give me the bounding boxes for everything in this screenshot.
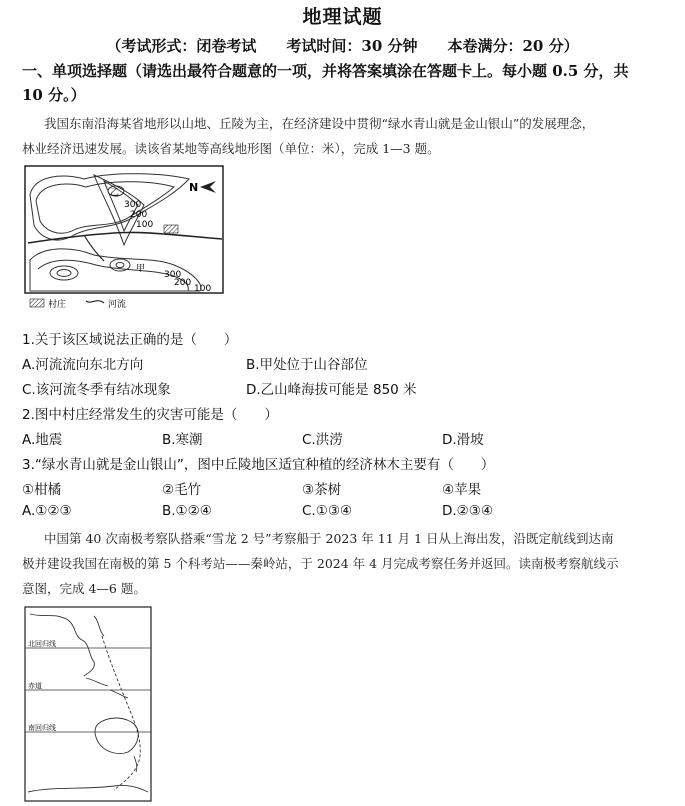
q2-option-d[interactable]: D.滑坡 <box>442 432 484 448</box>
antarctic-route-map <box>24 606 152 802</box>
q2-stem: 2.图中村庄经常发生的灾害可能是（ ） <box>22 407 278 423</box>
q1-option-c[interactable]: C.该河流冬季有结冰现象 <box>22 382 171 398</box>
north-arrow-label: N <box>189 181 199 194</box>
q3-item-2: ②毛竹 <box>162 482 202 498</box>
q2-option-c[interactable]: C.洪涝 <box>302 432 343 448</box>
contour-200-bottom: 200 <box>174 278 192 288</box>
legend-river-icon <box>86 301 104 303</box>
q2-option-a[interactable]: A.地震 <box>22 432 63 448</box>
contour-300-bottom: 300 <box>164 270 182 280</box>
contour-200-top: 200 <box>130 210 148 220</box>
q3-option-b[interactable]: B.①②④ <box>162 503 212 519</box>
q1-option-b[interactable]: B.甲处位于山谷部位 <box>246 357 368 373</box>
contour-300-top: 300 <box>124 200 142 210</box>
equator-label: 赤道 <box>28 682 42 690</box>
tropic-south-label: 南回归线 <box>28 724 56 732</box>
q3-item-4: ④苹果 <box>442 482 482 498</box>
passage1-line2: 林业经济迅速发展。读该省某地等高线地形图（单位：米），完成 1—3 题。 <box>22 141 440 156</box>
q2-option-b[interactable]: B.寒潮 <box>162 432 203 448</box>
legend-village-label: 村庄 <box>48 300 67 310</box>
exam-info: （考试形式：闭卷考试 考试时间：30 分钟 本卷满分：20 分） <box>106 37 579 55</box>
q3-item-3: ③茶树 <box>302 482 342 498</box>
peak-b-label: 乙 <box>110 188 120 198</box>
page-title: 地理试题 <box>302 6 383 28</box>
contour-100-bottom: 100 <box>194 284 212 294</box>
passage2-line1: 中国第 40 次南极考察队搭乘“雪龙 2 号”考察船于 2023 年 11 月 1 日从上海出发，沿既定航线到达南 <box>44 531 614 546</box>
q1-option-d[interactable]: D.乙山峰海拔可能是 850 米 <box>246 382 417 398</box>
q3-stem: 3.“绿水青山就是金山银山”，图中丘陵地区适宜种植的经济林木主要有（ ） <box>22 457 495 473</box>
contour-100-top: 100 <box>136 220 154 230</box>
village-symbol <box>164 225 178 233</box>
section-heading-line2: 10 分。） <box>22 86 86 104</box>
legend-village-icon <box>30 299 44 307</box>
point-a-label: 甲 <box>136 264 146 274</box>
passage2-line2: 极并建设我国在南极的第 5 个科考站——秦岭站，于 2024 年 4 月完成考察任务并返回。读南极考察航线示 <box>22 556 619 571</box>
q1-stem: 1.关于该区域说法正确的是（ ） <box>22 332 238 348</box>
q3-option-d[interactable]: D.②③④ <box>442 503 493 519</box>
tropic-north-label: 北回归线 <box>28 640 56 648</box>
passage1-line1: 我国东南沿海某省地形以山地、丘陵为主，在经济建设中贯彻“绿水青山就是金山银山”的发展理念， <box>44 116 595 131</box>
q1-option-a[interactable]: A.河流流向东北方向 <box>22 357 144 373</box>
q3-option-a[interactable]: A.①②③ <box>22 503 72 519</box>
q3-item-1: ①柑橘 <box>22 482 62 498</box>
section-heading-line1: 一、单项选择题（请选出最符合题意的一项，并将答案填涂在答题卡上。每小题 0.5 分，共 <box>22 62 629 80</box>
passage2-line3: 意图，完成 4—6 题。 <box>22 581 146 596</box>
legend-river-label: 河流 <box>108 300 127 310</box>
contour-map <box>24 165 224 315</box>
q3-option-c[interactable]: C.①③④ <box>302 503 353 519</box>
